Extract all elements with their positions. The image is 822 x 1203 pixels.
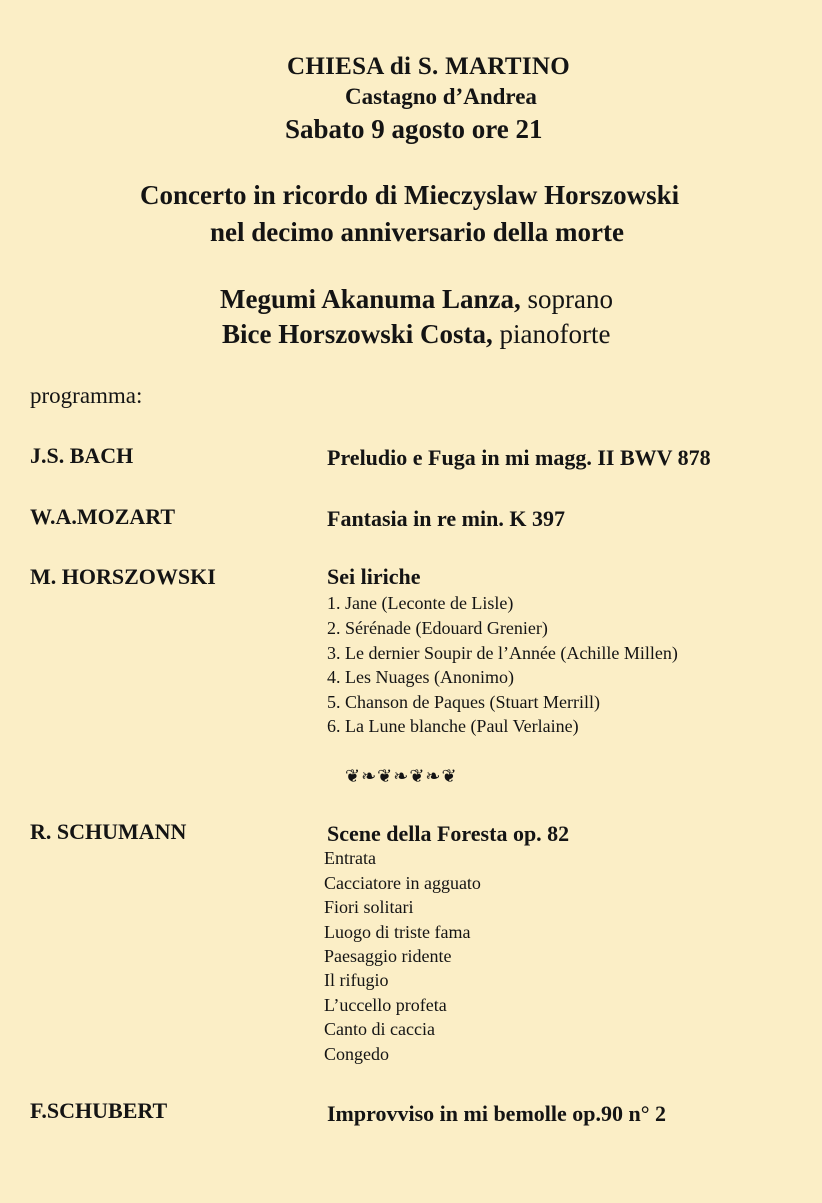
concert-title-line-1: Concerto in ricordo di Mieczyslaw Horszowski [140, 180, 680, 210]
composer-mozart: W.A.MOZART [30, 504, 176, 529]
list-item: Luogo di triste fama [324, 922, 471, 942]
composer-horszowski: M. HORSZOWSKI [30, 564, 216, 589]
performer-pianist [222, 319, 610, 350]
concert-date-time: Sabato 9 agosto ore 21 [285, 114, 543, 144]
ornament-divider: ❦❧❦❧❦❧❦ [345, 766, 458, 786]
list-item: Il rifugio [324, 970, 389, 990]
work-horszowski: Sei liriche [327, 564, 421, 589]
composer-schumann: R. SCHUMANN [30, 819, 187, 844]
venue-location: Castagno d’Andrea [345, 84, 537, 109]
list-item: 6. La Lune blanche (Paul Verlaine) [327, 716, 579, 736]
performer-soprano [220, 284, 613, 315]
list-item: Entrata [324, 848, 376, 868]
list-item: 3. Le dernier Soupir de l’Année (Achille Millen) [327, 643, 678, 663]
composer-bach: J.S. BACH [30, 443, 134, 468]
list-item: Cacciatore in agguato [324, 873, 481, 893]
programma-label: programma: [30, 383, 143, 408]
performer-name: Megumi Akanuma Lanza, [220, 284, 521, 314]
list-item: Canto di caccia [324, 1019, 435, 1039]
performer-role: soprano [520, 284, 614, 314]
list-item: 4. Les Nuages (Anonimo) [327, 667, 514, 687]
composer-schubert: F.SCHUBERT [30, 1098, 168, 1123]
work-bach: Preludio e Fuga in mi magg. II BWV 878 [327, 445, 711, 470]
list-item: Fiori solitari [324, 897, 414, 917]
list-item: Congedo [324, 1044, 389, 1064]
list-item: 5. Chanson de Paques (Stuart Merrill) [327, 692, 600, 712]
list-item: L’uccello profeta [324, 995, 447, 1015]
list-item: Paesaggio ridente [324, 946, 452, 966]
work-schubert: Improvviso in mi bemolle op.90 n° 2 [327, 1101, 667, 1126]
list-item: 1. Jane (Leconte de Lisle) [327, 593, 514, 613]
work-schumann: Scene della Foresta op. 82 [327, 821, 570, 846]
list-item: 2. Sérénade (Edouard Grenier) [327, 618, 548, 638]
work-mozart: Fantasia in re min. K 397 [327, 506, 565, 531]
venue-name: CHIESA di S. MARTINO [287, 53, 570, 80]
performer-role: pianoforte [492, 319, 611, 349]
performer-name: Bice Horszowski Costa, [222, 319, 493, 349]
concert-title-line-2: nel decimo anniversario della morte [210, 217, 624, 247]
